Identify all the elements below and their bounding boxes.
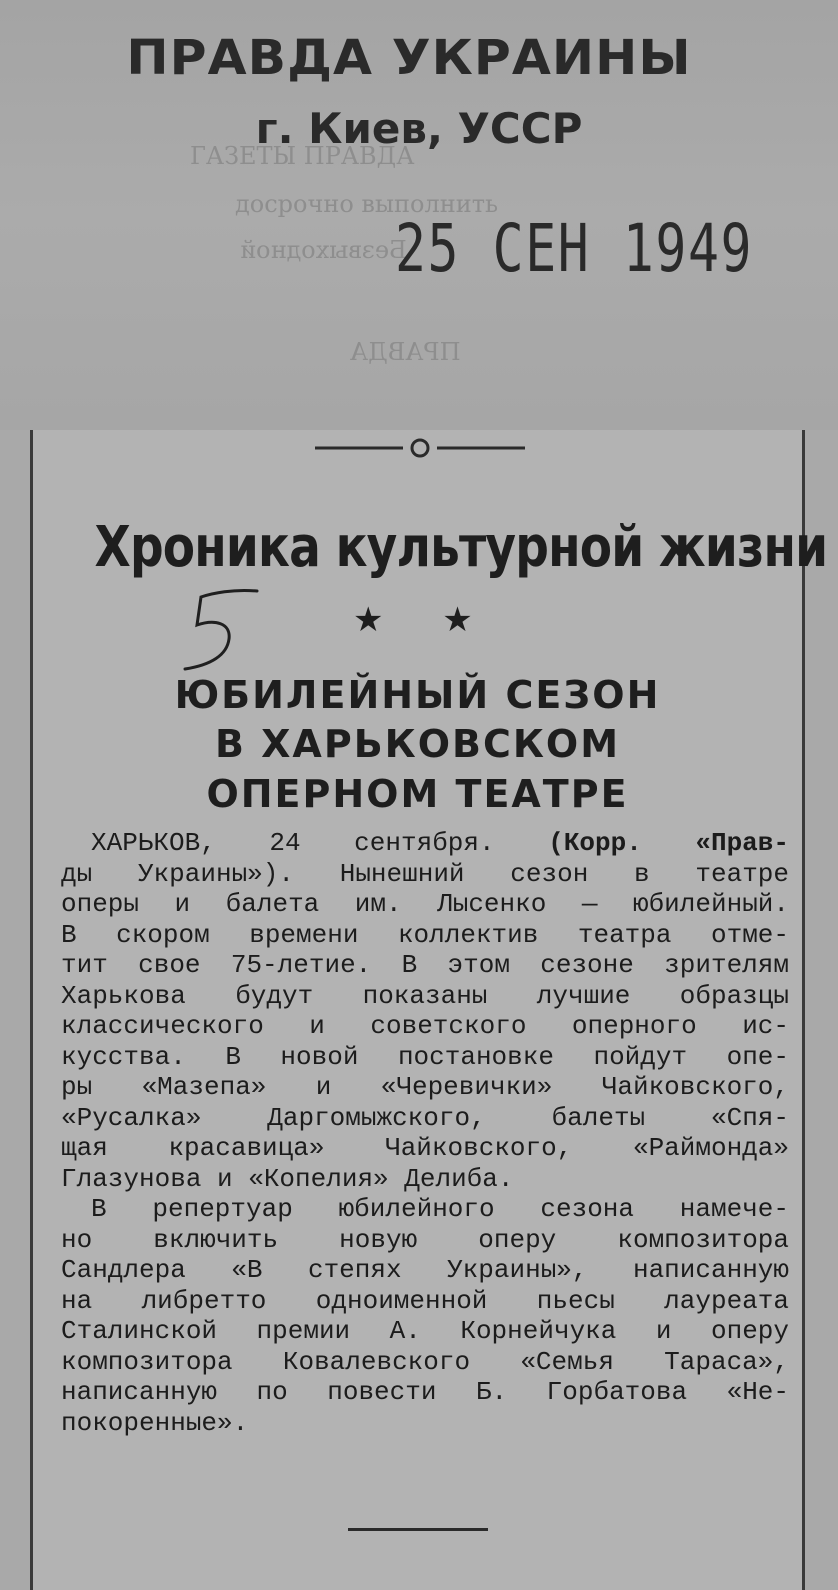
article-line: В скором времени коллектив театра отме- [61,919,789,950]
bleed-through-text: ПРАВДА [350,338,461,366]
bleed-through-text: ГАЗЕТЫ ПРАВДА [190,142,415,170]
section-title: Хроника культурной жизни [94,515,828,580]
article-line: написанную по повести Б. Горбатова «Не- [61,1377,789,1407]
stamp-newspaper-name: ПРАВДА УКРАИНЫ [126,30,692,86]
article-line: кусства. В новой постановке пойдут опе- [61,1041,789,1072]
article-line: В репертуар юбилейного сезона намече- [91,1194,789,1224]
stamp-date: 25 СЕН 1949 [395,210,754,287]
stars-divider: ★ ★ [353,600,497,640]
article-body [61,828,789,1438]
bleed-through-text: Безвыходной [240,236,407,264]
article-line: оперы и балета им. Лысенко — юбилейный. [61,889,789,919]
article-line [61,828,789,859]
stamp-city: г. Киев, УССР [255,104,583,153]
correspondent-credit: (Корр. «Прав- [548,828,789,858]
article-line: Сандлера «В степях Украины», написанную [61,1255,789,1285]
article-line: щая красавица» Чайковского, «Раймонда» [61,1133,789,1163]
headline-line: ОПЕРНОМ ТЕАТРЕ [206,772,629,816]
article-line: Сталинской премии А. Корнейчука и оперу [61,1316,789,1346]
article-line: покоренные». [61,1407,249,1438]
dateline: ХАРЬКОВ, 24 сентября. [91,828,495,858]
article-line: «Русалка» Даргомыжского, балеты «Спя- [61,1102,789,1133]
headline-line: ЮБИЛЕЙНЫЙ СЕЗОН [174,673,661,717]
article-line: ры «Мазепа» и «Черевички» Чайковского, [61,1072,789,1102]
article-line: на либретто одноименной пьесы лауреата [61,1285,789,1316]
archive-stamp-area [0,0,838,430]
headline-line: В ХАРЬКОВСКОМ [214,722,621,766]
article-line: композитора Ковалевского «Семья Тараса», [61,1346,789,1377]
newspaper-clipping [30,430,828,1590]
article-line: тит свое 75-летие. В этом сезоне зрителям [61,950,789,980]
article-line: но включить новую оперу композитора [61,1224,789,1255]
article-line: Глазунова и «Копелия» Делиба. [61,1163,514,1194]
article-line: классического и советского оперного ис- [61,1011,789,1041]
article-line: Харькова будут показаны лучшие образцы [61,980,789,1011]
end-rule-divider [348,1528,488,1531]
ornament-divider-icon [315,430,525,466]
handwritten-number-mark [173,585,263,675]
article-line: ды Украины»). Нынешний сезон в театре [61,858,789,889]
bleed-through-text: досрочно выполнить [235,190,499,218]
